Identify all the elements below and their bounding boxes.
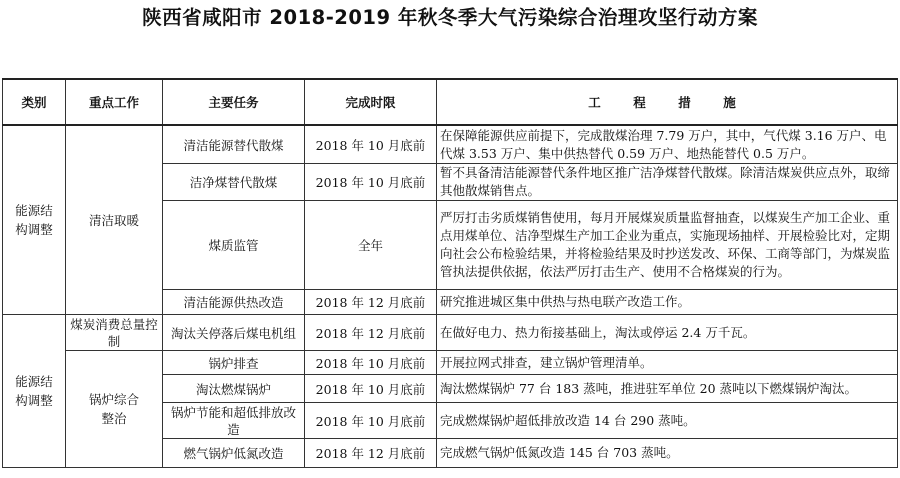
header-main-task: 主要任务 <box>163 79 305 125</box>
table-row <box>3 351 898 375</box>
measure-cell: 暂不具备清洁能源替代条件地区推广洁净煤替代散煤。除清洁煤炭供应点外，取缔其他散煤销售点。 <box>437 164 898 201</box>
measure-cell: 研究推进城区集中供热与热电联产改造工作。 <box>437 290 898 315</box>
task-cell: 锅炉节能和超低排放改造 <box>163 403 305 439</box>
task-cell: 清洁能源供热改造 <box>163 290 305 315</box>
category-label: 能源结构调整 <box>15 203 53 237</box>
task-cell: 燃气锅炉低氮改造 <box>163 439 305 468</box>
deadline-cell: 2018 年 12 月底前 <box>305 315 437 351</box>
deadline-cell: 2018 年 10 月底前 <box>305 164 437 201</box>
deadline-cell: 2018 年 12 月底前 <box>305 439 437 468</box>
task-cell: 淘汰燃煤锅炉 <box>163 375 305 403</box>
key-work-cell: 清洁取暖 <box>66 125 163 315</box>
header-key-work: 重点工作 <box>66 79 163 125</box>
task-cell: 煤质监管 <box>163 201 305 290</box>
measure-cell: 严厉打击劣质煤销售使用，每月开展煤炭质量监督抽查，以煤炭生产加工企业、重点用煤单位、洁净型煤生产加工企业为重点，实施现场抽样、开展检验比对，定期向社会公布检验结果，并将检验结果及时抄送发改、环保、工商等部门，为煤炭监管执法提供依据，依法严厉打击生产、使用不合格煤炭的行为。 <box>437 201 898 290</box>
task-cell: 洁净煤替代散煤 <box>163 164 305 201</box>
task-cell: 清洁能源替代散煤 <box>163 125 305 164</box>
task-cell: 锅炉排查 <box>163 351 305 375</box>
key-work-cell: 煤炭消费总量控制 <box>66 315 163 351</box>
category-label: 能源结构调整 <box>15 374 53 408</box>
measure-cell: 淘汰燃煤锅炉 77 台 183 蒸吨，推进驻军单位 20 蒸吨以下燃煤锅炉淘汰。 <box>437 375 898 403</box>
document-title: 陕西省咸阳市 2018-2019 年秋冬季大气污染综合治理攻坚行动方案 <box>142 6 758 29</box>
key-work-cell <box>66 351 163 468</box>
deadline-cell: 2018 年 10 月底前 <box>305 375 437 403</box>
category-cell <box>3 125 66 315</box>
measure-cell: 完成燃气锅炉低氮改造 145 台 703 蒸吨。 <box>437 439 898 468</box>
table-row <box>3 315 898 351</box>
header-deadline: 完成时限 <box>305 79 437 125</box>
header-category: 类别 <box>3 79 66 125</box>
measure-cell: 完成燃煤锅炉超低排放改造 14 台 290 蒸吨。 <box>437 403 898 439</box>
task-cell: 淘汰关停落后煤电机组 <box>163 315 305 351</box>
measure-cell: 在做好电力、热力衔接基础上，淘汰或停运 2.4 万千瓦。 <box>437 315 898 351</box>
deadline-cell: 2018 年 10 月底前 <box>305 125 437 164</box>
action-plan-table <box>2 78 898 468</box>
category-cell <box>3 315 66 468</box>
header-measures: 工 程 措 施 <box>437 79 898 125</box>
measure-cell: 开展拉网式排查，建立锅炉管理清单。 <box>437 351 898 375</box>
table-row <box>3 125 898 164</box>
deadline-cell: 2018 年 12 月底前 <box>305 290 437 315</box>
measure-cell: 在保障能源供应前提下，完成散煤治理 7.79 万户，其中，气代煤 3.16 万户、电代煤 3.53 万户、集中供热替代 0.59 万户、地热能替代 0.5 万户。 <box>437 125 898 164</box>
deadline-cell: 2018 年 10 月底前 <box>305 403 437 439</box>
key-work-label: 锅炉综合整治 <box>88 392 139 426</box>
deadline-cell: 全年 <box>305 201 437 290</box>
table-header-row <box>3 79 898 125</box>
deadline-cell: 2018 年 10 月底前 <box>305 351 437 375</box>
